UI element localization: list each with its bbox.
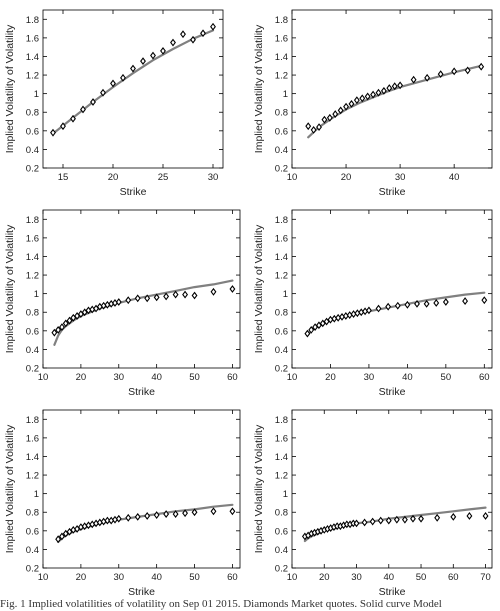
y-tick-label: 1.2 [25,470,39,482]
market-quote-marker [306,123,311,129]
x-axis-label: Strike [128,386,155,398]
x-tick-label: 10 [286,372,298,383]
y-tick-label: 1.8 [274,14,288,26]
y-tick-label: 1.4 [25,451,39,463]
market-quote-marker [340,314,345,320]
market-quote-marker [173,292,178,298]
chart-panel-3 [4,210,240,398]
y-tick-label: 1.2 [274,470,288,482]
market-quote-marker [183,292,188,298]
x-axis-label: Strike [128,586,155,598]
market-quote-marker [355,310,360,316]
y-tick-label: 1.8 [274,214,288,226]
x-axis-label: Strike [378,386,406,398]
y-tick-label: 0.4 [25,144,39,156]
x-tick-label: 10 [286,572,298,583]
y-tick-label: 1 [282,289,288,301]
y-axis-label: Implied Volatility of Volatility [253,224,265,354]
market-quote-marker [126,297,131,303]
x-tick-label: 10 [37,372,49,383]
x-tick-label: 20 [75,372,87,383]
market-quote-marker [424,301,429,307]
x-tick-label: 60 [227,372,238,383]
y-tick-label: 1.2 [274,70,288,82]
y-tick-label: 0.6 [274,326,288,338]
x-tick-label: 20 [107,172,119,183]
model-curve [308,66,481,138]
y-axis-label: Implied Volatility of Volatility [253,424,265,554]
market-quote-marker [463,298,468,304]
y-tick-label: 0.8 [25,307,39,319]
x-tick-label: 30 [207,172,219,183]
model-curve [307,293,484,336]
y-tick-label: 1.6 [274,233,288,245]
market-quote-marker [305,331,310,337]
market-quote-marker [479,64,484,70]
x-tick-label: 70 [480,572,491,583]
x-tick-label: 40 [151,372,162,383]
y-tick-label: 1.4 [274,51,288,63]
y-tick-label: 1 [282,489,288,501]
y-tick-label: 1.8 [274,414,288,426]
x-tick-label: 40 [402,372,413,383]
market-quote-marker [211,508,216,514]
market-quote-marker [230,286,235,292]
y-tick-label: 0.2 [274,563,288,575]
x-tick-label: 60 [227,572,238,583]
x-tick-label: 20 [325,372,336,383]
market-quote-marker [411,77,416,83]
market-quote-marker [482,297,487,303]
x-tick-label: 30 [394,172,406,183]
y-tick-label: 1.8 [25,214,39,226]
chart-panel-2 [253,10,492,198]
market-quote-marker [230,508,235,514]
market-quote-marker [467,513,472,519]
market-quote-marker [419,516,424,522]
market-quote-marker [451,514,456,520]
y-tick-label: 1 [33,89,39,101]
market-quote-marker [370,519,375,525]
model-curve [53,30,213,133]
y-tick-label: 0.4 [25,344,39,356]
market-quote-marker [51,130,56,136]
market-quote-marker [359,309,364,315]
market-quote-marker [211,289,216,295]
y-tick-label: 1 [282,89,288,101]
market-quote-marker [483,513,488,519]
y-tick-label: 0.2 [25,363,39,375]
figure-caption: Fig. 1 Implied volatilities of volatility on Sep 01 2015. Diamonds Market quotes. Solid curve Model [0,598,442,610]
market-quote-marker [344,313,349,319]
x-tick-label: 20 [318,572,330,583]
y-tick-label: 1.4 [25,51,39,63]
market-quote-marker [444,299,449,305]
y-tick-label: 0.8 [25,507,39,519]
market-quote-marker [145,513,150,519]
market-quote-marker [192,293,197,299]
y-tick-label: 1.8 [25,14,39,26]
y-tick-label: 0.8 [25,107,39,119]
model-curve [305,508,486,541]
y-tick-label: 0.2 [274,163,288,175]
market-quote-marker [347,312,352,318]
x-tick-label: 15 [57,172,69,183]
y-tick-label: 0.6 [25,326,39,338]
plot-frame [292,410,492,568]
y-tick-label: 1.2 [274,270,288,282]
market-quote-marker [171,40,176,46]
y-tick-label: 1.6 [25,233,39,245]
market-quote-marker [211,24,216,30]
x-tick-label: 60 [448,572,459,583]
market-quote-marker [126,515,131,521]
market-quote-marker [181,31,186,37]
y-tick-label: 0.8 [274,107,288,119]
market-quote-marker [151,53,156,59]
y-tick-label: 0.4 [274,344,288,356]
y-tick-label: 0.4 [25,544,39,556]
y-tick-label: 1.4 [274,451,288,463]
market-quote-marker [435,515,440,521]
y-tick-label: 0.8 [274,307,288,319]
y-tick-label: 1.4 [274,251,288,263]
x-tick-label: 40 [383,572,395,583]
y-tick-label: 0.4 [274,544,288,556]
y-tick-label: 1.6 [25,33,39,45]
y-axis-label: Implied Volatility of Volatility [253,24,265,154]
y-tick-label: 0.6 [25,126,39,138]
plot-frame [43,410,240,568]
x-tick-label: 10 [37,572,49,583]
x-tick-label: 30 [363,372,375,383]
market-quote-marker [141,58,146,64]
y-tick-label: 1 [33,289,39,301]
y-tick-label: 0.6 [274,126,288,138]
x-axis-label: Strike [119,186,147,198]
y-tick-label: 0.6 [274,526,288,538]
y-tick-label: 1.6 [25,433,39,445]
x-tick-label: 30 [113,572,125,583]
y-tick-label: 1.6 [274,433,288,445]
y-tick-label: 0.6 [25,526,39,538]
x-tick-label: 20 [340,172,352,183]
y-axis-label: Implied Volatility of Volatility [4,224,16,354]
x-tick-label: 60 [479,372,490,383]
y-tick-label: 1.4 [25,251,39,263]
market-quote-marker [396,303,401,309]
x-tick-label: 30 [351,572,362,583]
y-axis-label: Implied Volatility of Volatility [4,424,16,554]
market-quote-marker [135,514,140,520]
x-tick-label: 30 [113,372,125,383]
y-axis-label: Implied Volatility of Volatility [4,24,16,154]
chart-panel-1 [4,10,223,198]
x-tick-label: 20 [75,572,87,583]
market-quote-marker [135,295,140,301]
market-quote-marker [434,300,439,306]
x-axis-label: Strike [378,586,406,598]
x-axis-label: Strike [378,186,406,198]
y-tick-label: 1.2 [25,70,39,82]
y-tick-label: 1 [33,489,39,501]
x-tick-label: 10 [286,172,298,183]
x-tick-label: 25 [157,172,169,183]
x-tick-label: 50 [440,372,452,383]
y-tick-label: 0.2 [274,363,288,375]
plot-frame [43,210,240,368]
market-quote-marker [362,519,367,525]
market-quote-marker [378,518,383,524]
plot-frame [43,10,223,168]
market-quote-marker [131,66,136,72]
y-tick-label: 0.2 [25,163,39,175]
y-tick-label: 1.8 [25,414,39,426]
y-tick-label: 0.8 [274,507,288,519]
y-tick-label: 0.2 [25,563,39,575]
market-quote-marker [351,311,356,317]
y-tick-label: 1.2 [25,270,39,282]
chart-panel-5 [4,410,240,598]
plot-frame [292,210,492,368]
x-tick-label: 50 [189,572,200,583]
market-quote-marker [354,520,359,526]
x-tick-label: 50 [415,572,427,583]
x-tick-label: 40 [151,572,162,583]
x-tick-label: 50 [189,372,200,383]
market-quote-marker [164,293,169,299]
y-tick-label: 1.6 [274,33,288,45]
chart-panel-6 [253,410,492,598]
chart-panel-4 [253,210,492,398]
y-tick-label: 0.4 [274,144,288,156]
x-tick-label: 40 [448,172,460,183]
